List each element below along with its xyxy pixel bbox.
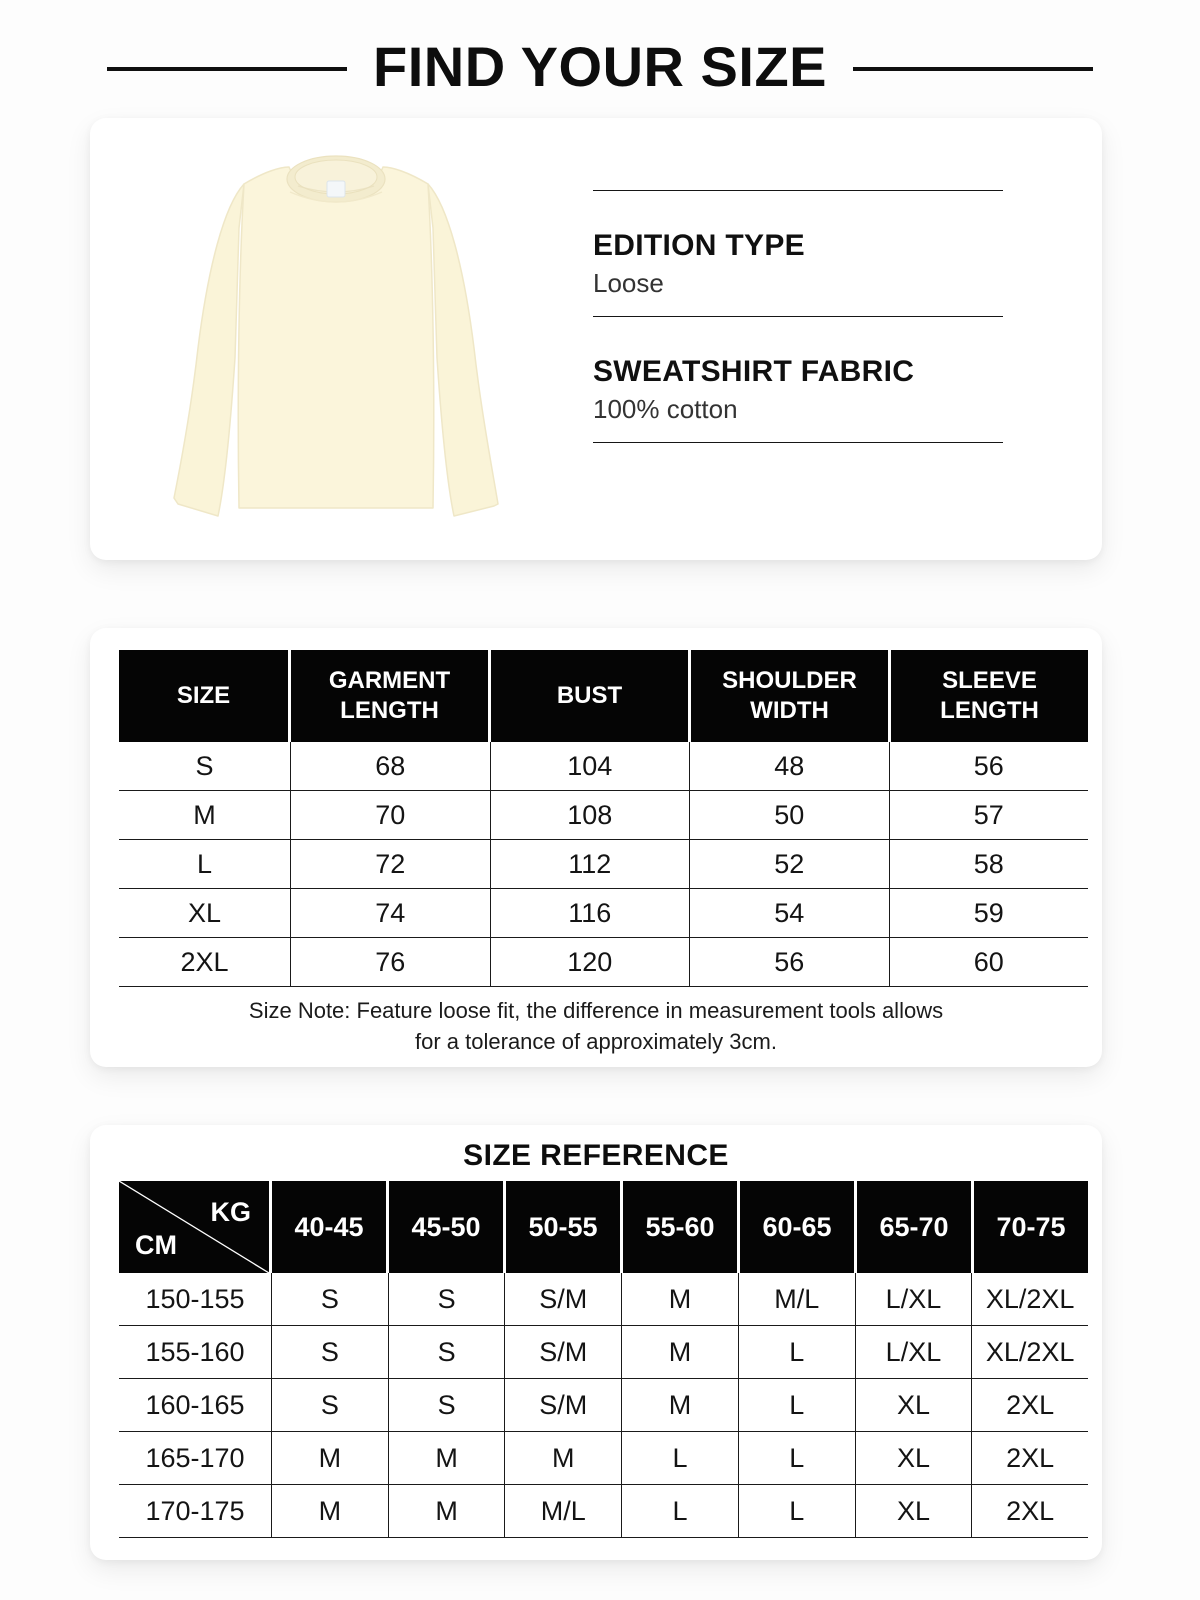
size-reference-row: [119, 1273, 1088, 1326]
title-dash-right: [853, 67, 1093, 71]
size-table-row: [119, 742, 1088, 791]
size-table-cell: 57: [973, 799, 1004, 830]
product-card: [90, 118, 1102, 560]
size-table-col-header: BUST: [491, 650, 691, 742]
size-reference-cell: M: [389, 1485, 506, 1537]
size-reference-height-cell: 165-170: [119, 1432, 272, 1484]
spec-block-fabric: [593, 317, 1003, 442]
size-reference-cell: XL: [856, 1432, 973, 1484]
size-reference-table: [119, 1181, 1088, 1538]
size-reference-cell: 2XL: [1006, 1389, 1055, 1420]
product-image: [158, 146, 514, 532]
size-reference-cell: 2XL: [1006, 1442, 1055, 1473]
size-reference-cell: S/M: [505, 1326, 622, 1378]
size-table-cell: 59: [973, 897, 1004, 928]
shirt-graphic: [158, 146, 514, 532]
size-table-cell: 54: [690, 889, 890, 937]
size-reference-cell: L/XL: [856, 1326, 973, 1378]
size-reference-cell: S: [389, 1326, 506, 1378]
size-reference-col-header: 45-50: [389, 1181, 506, 1273]
size-table-cell: 76: [291, 938, 491, 986]
size-reference-cell: S: [272, 1379, 389, 1431]
size-reference-cell: M: [389, 1432, 506, 1484]
size-reference-cell: M: [622, 1379, 739, 1431]
size-reference-cell: L: [739, 1326, 856, 1378]
size-table-cell: 52: [690, 840, 890, 888]
size-table-row: [119, 840, 1088, 889]
size-reference-col-header: 50-55: [506, 1181, 623, 1273]
size-table-size-cell: 2XL: [119, 938, 291, 986]
size-table-cell: 104: [491, 742, 691, 790]
size-reference-cell: L: [622, 1485, 739, 1537]
spec-divider: [593, 442, 1003, 443]
size-table-col-header: GARMENT LENGTH: [291, 650, 491, 742]
page-title-row: [0, 36, 1200, 96]
size-reference-height-cell: 150-155: [119, 1273, 272, 1325]
size-reference-height-cell: 160-165: [119, 1379, 272, 1431]
size-note-line1: Size Note: Feature loose fit, the difference in measurement tools allows: [248, 998, 944, 1023]
size-reference-row: [119, 1379, 1088, 1432]
size-reference-cell: L/XL: [856, 1273, 973, 1325]
size-reference-cell: S: [389, 1379, 506, 1431]
size-table-col-header: SIZE: [119, 650, 291, 742]
size-table-header-row: [119, 650, 1088, 742]
size-reference-cell: 2XL: [1006, 1495, 1055, 1526]
size-reference-col-header: 70-75: [974, 1181, 1088, 1273]
size-note-line2: for a tolerance of approximately 3cm.: [415, 1028, 777, 1054]
size-table-cell: 108: [491, 791, 691, 839]
size-table-col-header: SLEEVE LENGTH: [891, 650, 1088, 742]
size-reference-cell: XL: [856, 1379, 973, 1431]
size-table-cell: 58: [973, 848, 1004, 879]
size-table-cell: 112: [491, 840, 691, 888]
size-note: [90, 996, 1102, 1058]
size-table-size-cell: S: [119, 742, 291, 790]
size-table-cell: 120: [491, 938, 691, 986]
size-reference-cell: M: [622, 1273, 739, 1325]
spec-value: 100% cotton: [593, 393, 738, 424]
size-table-cell: 48: [690, 742, 890, 790]
size-table-cell: 68: [291, 742, 491, 790]
size-reference-cell: M: [272, 1485, 389, 1537]
size-table: [119, 650, 1088, 987]
size-reference-cell: S/M: [505, 1273, 622, 1325]
size-reference-col-header: 60-65: [740, 1181, 857, 1273]
size-reference-col-header: 65-70: [857, 1181, 974, 1273]
size-reference-cell: XL/2XL: [985, 1283, 1075, 1314]
size-table-row: [119, 791, 1088, 840]
spec-value: Loose: [593, 267, 664, 298]
size-reference-cell: S: [272, 1273, 389, 1325]
page-title: FIND YOUR SIZE: [372, 34, 827, 98]
size-table-size-cell: L: [119, 840, 291, 888]
size-reference-card: [90, 1125, 1102, 1560]
size-table-body: [119, 742, 1088, 987]
size-reference-cell: M: [272, 1432, 389, 1484]
size-reference-cell: L: [739, 1379, 856, 1431]
spec-block-edition: [593, 191, 1003, 316]
size-reference-cell: L: [739, 1432, 856, 1484]
size-reference-height-cell: 155-160: [119, 1326, 272, 1378]
size-reference-height-cell: 170-175: [119, 1485, 272, 1537]
unit-kg-label: KG: [210, 1197, 251, 1227]
size-table-cell: 72: [291, 840, 491, 888]
size-table-cell: 56: [690, 938, 890, 986]
size-table-cell: 50: [690, 791, 890, 839]
size-reference-cell: M/L: [505, 1485, 622, 1537]
size-reference-row: [119, 1326, 1088, 1379]
size-reference-cell: M/L: [739, 1273, 856, 1325]
size-reference-col-header: 40-45: [272, 1181, 389, 1273]
spec-heading: EDITION TYPE: [593, 229, 805, 262]
size-table-size-cell: M: [119, 791, 291, 839]
size-table-card: [90, 628, 1102, 1067]
size-reference-body: [119, 1273, 1088, 1538]
size-reference-cell: XL/2XL: [985, 1336, 1075, 1367]
spec-heading: SWEATSHIRT FABRIC: [593, 354, 915, 388]
size-table-cell: 60: [973, 946, 1004, 977]
size-reference-cell: M: [622, 1326, 739, 1378]
size-table-cell: 116: [491, 889, 691, 937]
size-table-cell: 56: [973, 750, 1004, 781]
size-table-row: [119, 938, 1088, 987]
size-reference-cell: L: [739, 1485, 856, 1537]
size-reference-cell: S: [389, 1273, 506, 1325]
size-reference-cell: L: [622, 1432, 739, 1484]
size-table-cell: 74: [291, 889, 491, 937]
size-reference-cell: S: [272, 1326, 389, 1378]
size-table-col-header: SHOULDER WIDTH: [691, 650, 891, 742]
unit-corner-cell: [119, 1181, 272, 1273]
size-reference-col-header: 55-60: [623, 1181, 740, 1273]
product-specs: [593, 190, 1003, 443]
title-dash-left: [107, 67, 347, 71]
size-table-size-cell: XL: [119, 889, 291, 937]
size-table-cell: 70: [291, 791, 491, 839]
size-reference-cell: M: [505, 1432, 622, 1484]
size-reference-row: [119, 1432, 1088, 1485]
size-reference-title: SIZE REFERENCE: [463, 1139, 729, 1172]
size-reference-cell: XL: [856, 1485, 973, 1537]
size-table-row: [119, 889, 1088, 938]
size-reference-row: [119, 1485, 1088, 1538]
unit-cm-label: CM: [135, 1230, 177, 1260]
size-reference-header-row: [119, 1181, 1088, 1273]
size-reference-cell: S/M: [505, 1379, 622, 1431]
